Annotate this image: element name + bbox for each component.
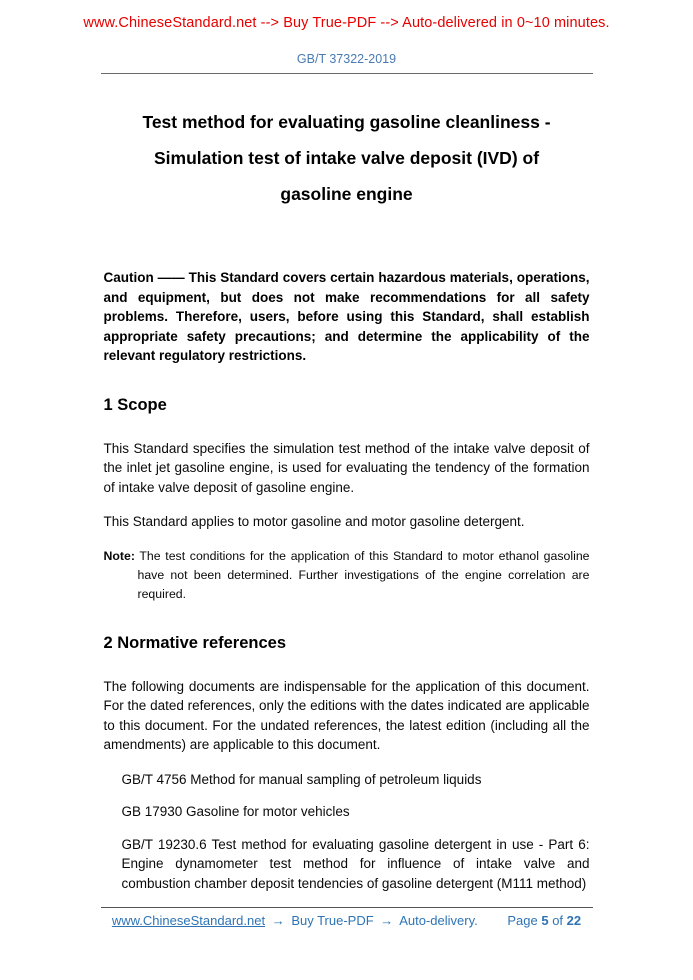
footer-text-line bbox=[0, 913, 693, 928]
footer-divider bbox=[101, 907, 593, 908]
total-pages: 22 bbox=[566, 913, 582, 928]
reference-item: GB/T 4756 Method for manual sampling of petroleum liquids bbox=[121, 771, 482, 787]
top-banner bbox=[0, 0, 693, 31]
right-arrow-icon: → bbox=[271, 913, 285, 928]
note-text: The test conditions for the application of this Standard to motor ethanol gasoline have not been determined. Further investigations of the engine correlation are required. bbox=[137, 548, 590, 601]
scope-note bbox=[104, 547, 590, 604]
title-line-1: Test method for evaluating gasoline cleanliness - bbox=[142, 112, 551, 132]
page-footer bbox=[0, 907, 693, 928]
right-arrow-icon: → bbox=[380, 913, 394, 928]
scope-paragraph-1: This Standard specifies the simulation test method of the intake valve deposit of the inlet jet gasoline engine, is used for evaluating the tendency of the formation of intake valve deposit of gasoline engine. bbox=[103, 440, 590, 495]
document-body bbox=[104, 268, 590, 893]
doc-number: GB/T 37322-2019 bbox=[296, 52, 397, 66]
page-indicator bbox=[507, 913, 581, 928]
of-label: of bbox=[552, 913, 564, 928]
scope-paragraph-2: This Standard applies to motor gasoline and motor gasoline detergent. bbox=[103, 514, 525, 529]
top-banner-text: www.ChineseStandard.net --> Buy True-PDF --> Auto-delivered in 0~10 minutes. bbox=[83, 15, 610, 31]
note-label: Note: bbox=[103, 548, 135, 563]
footer-website-link[interactable]: www.ChineseStandard.net bbox=[111, 913, 266, 928]
references-intro: The following documents are indispensable for the application of this document. For the dated references, only the editions with the dates indicated are applicable to this document. For the undated references, the latest edition (including all the amendments) are applicable to this document. bbox=[103, 678, 590, 752]
page-number: 5 bbox=[541, 913, 549, 928]
section-heading-references: 2 Normative references bbox=[103, 633, 287, 652]
header-divider bbox=[101, 73, 593, 74]
reference-item: GB/T 19230.6 Test method for evaluating gasoline detergent in use - Part 6: Engine dynamometer test method for influence of intake valve and combustion chamber deposit tendencies of gasoline detergent (M111 method) bbox=[121, 836, 590, 891]
reference-item: GB 17930 Gasoline for motor vehicles bbox=[121, 804, 350, 819]
title-line-3: gasoline engine bbox=[280, 184, 413, 204]
page-label: Page bbox=[507, 913, 538, 928]
title-line-2: Simulation test of intake valve deposit (IVD) of bbox=[153, 148, 540, 168]
document-title bbox=[0, 104, 693, 212]
caution-paragraph: Caution —— This Standard covers certain hazardous materials, operations, and equipment, but does not make recommendations for all safety problems. Therefore, users, before using this Standard, shall establish appropriate safety precautions; and determine the applicability of the relevant regulatory restrictions. bbox=[103, 270, 590, 363]
footer-buy-text: Buy True-PDF bbox=[291, 913, 374, 928]
section-heading-scope: 1 Scope bbox=[103, 395, 167, 414]
footer-delivery-text: Auto-delivery. bbox=[399, 913, 478, 928]
